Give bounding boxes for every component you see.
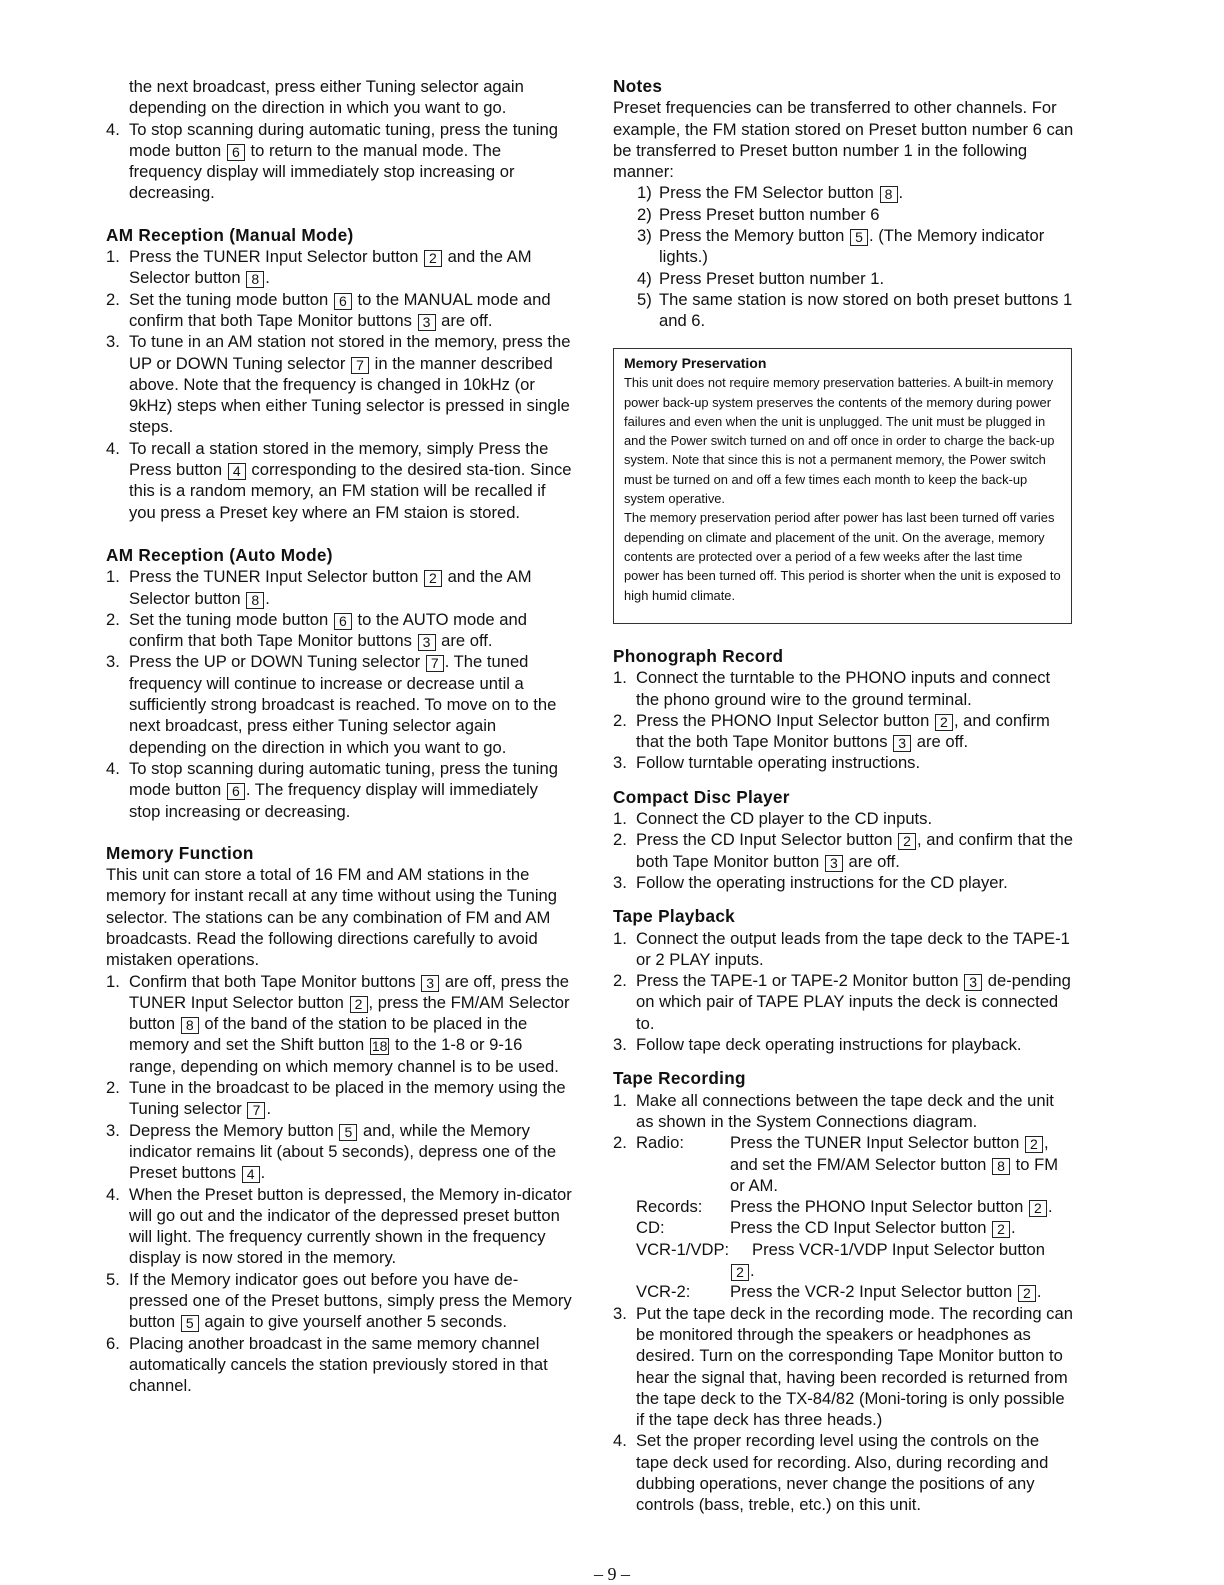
list-item: 4. To stop scanning during automatic tuning, press the tuning mode button 6 to return to the manual mode. The frequency display will immediately stop increasing or decreasing. xyxy=(106,119,558,203)
button-ref-3: 3 xyxy=(421,975,439,992)
box-paragraph: This unit does not require memory preservation batteries. A built-in memory power back-up system preserves the contents of the memory during power failures and even when the unit is unplugged. The unit must be plugged in and the Power switch turned on and off once in order to charge the back-up system. Note that since this is not a permanent memory, the Power switch must be turned on and off a few times each month to keep the back-up system operative. xyxy=(624,375,1055,507)
button-ref-3: 3 xyxy=(825,855,843,872)
button-ref-7: 7 xyxy=(426,655,444,672)
list-item: 1. Press the TUNER Input Selector button 2 and the AM Selector button 8 . xyxy=(106,247,532,288)
list-item: 1. Connect the CD player to the CD inputs. xyxy=(613,809,933,829)
box-paragraph: The memory preservation period after power has last been turned off varies depending on climate and placement of the unit. On the average, memory contents are protected over a period of a few weeks after the last time power has been turned off. This period is shorter when the unit is exposed to high humid climate. xyxy=(624,510,1061,603)
list-item: 1. Connect the turntable to the PHONO inputs and connect the phono ground wire to the ground terminal. xyxy=(613,668,1051,709)
list-item: 4. To recall a station stored in the memory, simply Press the Press button 4 corresponding to the desired sta-tion. Since this is a random memory, an FM station will be recalled if you press a Preset key where an FM staion is stored. xyxy=(106,438,572,522)
button-ref-2: 2 xyxy=(424,570,442,587)
button-ref-3: 3 xyxy=(964,974,982,991)
list-item: 1) Press the FM Selector button 8 . xyxy=(637,183,904,203)
section-heading: Tape Playback xyxy=(613,906,736,927)
button-ref-6: 6 xyxy=(227,144,245,161)
right-column-top xyxy=(613,76,1075,332)
box-heading: Memory Preservation xyxy=(624,355,767,371)
list-item: 3. Put the tape deck in the recording mode. The recording can be monitored through the speakers or headphones as desired. Turn on the corresponding Tape Monitor button to hear the signal that, having been recorded is returned from the tape deck to the TX-84/82 (Moni-toring is only possible if the tape deck has three heads.) xyxy=(613,1303,1073,1430)
button-ref-7: 7 xyxy=(247,1102,265,1119)
button-ref-2: 2 xyxy=(424,250,442,267)
list-item: 2) Press Preset button number 6 xyxy=(637,204,880,224)
source-row-vcr1: VCR-1/VDP: Press VCR-1/VDP Input Selector button 2 . xyxy=(636,1239,1045,1281)
list-item: 2. Press the PHONO Input Selector button 2 , and confirm that the both Tape Monitor buttons 3 are off. xyxy=(613,710,1050,752)
left-column xyxy=(106,76,572,1397)
section-heading: AM Reception (Auto Mode) xyxy=(106,544,333,565)
list-item: 3. To tune in an AM station not stored in the memory, press the UP or DOWN Tuning selector 7 in the manner described above. Note that the frequency is changed in 10kHz (or 9kHz) steps when either Tuning selector is pressed in single steps. xyxy=(106,332,571,437)
list-item: 1. Press the TUNER Input Selector button 2 and the AM Selector button 8 . xyxy=(106,567,532,608)
notes-intro: Preset frequencies can be transferred to other channels. For example, the FM station stored on Preset button number 6 can be transferred to Preset button number 1 in the following manner: xyxy=(613,98,1074,182)
button-ref-8: 8 xyxy=(181,1017,199,1034)
list-item: 2. Press the TAPE-1 or TAPE-2 Monitor button 3 de-pending on which pair of TAPE PLAY inputs the deck is connected to. xyxy=(613,971,1071,1033)
section-heading: Phonograph Record xyxy=(613,646,784,666)
list-item: 3) Press the Memory button 5 . (The Memory indicator lights.) xyxy=(637,226,1045,267)
button-ref-3: 3 xyxy=(418,314,436,331)
button-ref-5: 5 xyxy=(850,229,868,246)
button-ref-6: 6 xyxy=(227,783,245,800)
button-ref-2: 2 xyxy=(898,833,916,850)
button-ref-2: 2 xyxy=(1025,1136,1043,1153)
source-row-vcr2: VCR-2: Press the VCR-2 Input Selector button 2 . xyxy=(636,1282,1042,1302)
list-item: 4. When the Preset button is depressed, the Memory in-dicator will go out and the indicator of the depressed preset button will light. The frequency currently shown in the frequency display is now stored in the memory. xyxy=(106,1184,572,1268)
button-ref-2: 2 xyxy=(992,1221,1010,1238)
button-ref-8: 8 xyxy=(246,592,264,609)
button-ref-2: 2 xyxy=(731,1264,749,1281)
list-item: 5. If the Memory indicator goes out before you have de-pressed one of the Preset buttons, simply press the Memory button 5 again to give yourself another 5 seconds. xyxy=(106,1269,572,1332)
button-ref-2: 2 xyxy=(935,714,953,731)
list-item: 3. Press the UP or DOWN Tuning selector 7 . The tuned frequency will continue to increase or decrease until a sufficiently strong broadcast is reached. To move on to the next broadcast, press either Tuning selector again depending on the direction in which you want to go. xyxy=(106,652,557,757)
section-intro: This unit can store a total of 16 FM and AM stations in the memory for instant recall at any time without using the Tuning selector. The stations can be any combination of FM and AM broadcasts. Read the following directions carefully to avoid mistaken operations. xyxy=(106,865,558,970)
button-ref-3: 3 xyxy=(893,735,911,752)
memory-preservation-box xyxy=(613,348,1072,624)
right-column-bottom xyxy=(613,646,1075,1516)
list-item: 3. Depress the Memory button 5 and, while the Memory indicator remains lit (about 5 seconds), depress one of the Preset buttons 4 . xyxy=(106,1120,557,1183)
list-item: 2. Tune in the broadcast to be placed in the memory using the Tuning selector 7 . xyxy=(106,1078,566,1119)
section-heading: Tape Recording xyxy=(613,1068,746,1089)
source-row-cd: CD: Press the CD Input Selector button 2 . xyxy=(636,1218,1016,1238)
section-heading: Memory Function xyxy=(106,842,254,863)
list-item: 2. Set the tuning mode button 6 to the MANUAL mode and confirm that both Tape Monitor buttons 3 are off. xyxy=(106,289,551,330)
list-item xyxy=(106,76,572,119)
section-heading: AM Reception (Manual Mode) xyxy=(106,224,354,245)
section-phono xyxy=(613,646,1075,774)
button-ref-5: 5 xyxy=(339,1124,357,1141)
section-heading: Compact Disc Player xyxy=(613,786,790,807)
section-am-manual xyxy=(106,225,572,523)
button-ref-18: 18 xyxy=(371,1038,388,1055)
section-tape-playback xyxy=(613,906,1075,1055)
list-item: 3. Follow the operating instructions for the CD player. xyxy=(613,872,1008,892)
list-item: 2. Set the tuning mode button 6 to the AUTO mode and confirm that both Tape Monitor buttons 3 are off. xyxy=(106,609,527,651)
list-item: 1. Confirm that both Tape Monitor buttons 3 are off, press the TUNER Input Selector button 2 , press the FM/AM Selector button 8 of the band of the station to be placed in the memory and set the Shift button 18 to the 1-8 or 9-16 range, depending on which memory channel is to be used. xyxy=(106,971,570,1076)
button-ref-2: 2 xyxy=(350,996,368,1013)
button-ref-4: 4 xyxy=(242,1166,260,1183)
button-ref-2: 2 xyxy=(1029,1200,1047,1217)
button-ref-5: 5 xyxy=(181,1315,199,1332)
continued-text: the next broadcast, press either Tuning selector again depending on the direction in which you want to go. xyxy=(129,77,524,118)
list-item: 4. Set the proper recording level using the controls on the tape deck used for recording. Also, during recording and dubbing operations, never change the positions of any controls (bass, treble, etc.) on this unit. xyxy=(613,1431,1049,1515)
list-item: 5) The same station is now stored on both preset buttons 1 and 6. xyxy=(637,289,1073,331)
button-ref-6: 6 xyxy=(334,613,352,630)
list-item: 6. Placing another broadcast in the same memory channel automatically cancels the station previously stored in that channel. xyxy=(106,1333,548,1396)
section-memory-function xyxy=(106,843,572,1397)
list-item: 3. Follow tape deck operating instructions for playback. xyxy=(613,1035,1022,1055)
source-row-records: Records: Press the PHONO Input Selector button 2 . xyxy=(636,1197,1053,1217)
list-item: 1. Connect the output leads from the tape deck to the TAPE-1 or 2 PLAY inputs. xyxy=(613,928,1070,969)
button-ref-4: 4 xyxy=(228,463,246,480)
list-item: 2. Press the CD Input Selector button 2 , and confirm that the both Tape Monitor button 3 are off. xyxy=(613,830,1073,871)
list-item: 1. Make all connections between the tape deck and the unit as shown in the System Connections diagram. xyxy=(613,1090,1054,1131)
section-heading: Notes xyxy=(613,76,663,96)
button-ref-8: 8 xyxy=(992,1158,1010,1175)
list-item: 3. Follow turntable operating instructions. xyxy=(613,753,921,773)
page-number: – 9 – xyxy=(594,1564,630,1584)
list-item: 4) Press Preset button number 1. xyxy=(637,268,885,288)
list-item: 2. Radio: Press the TUNER Input Selector button 2 , and set the FM/AM Selector button 8 to FM or AM. Records: Press the PHONO Input Selector button 2 . CD: Press the CD Input Selector button 2 . VCR-1/VDP: Press VCR-1/VDP Input Selector button 2 . VCR-2: Press the VCR-2 Input Selector button 2 . xyxy=(613,1132,1075,1302)
source-row-radio: Radio: Press the TUNER Input Selector button 2 , and set the FM/AM Selector button 8 to FM or AM. xyxy=(636,1133,1059,1195)
list-item: 4. To stop scanning during automatic tuning, press the tuning mode button 6 . The frequency display will immediately stop increasing or decreasing. xyxy=(106,758,558,821)
section-am-auto xyxy=(106,545,572,822)
button-ref-6: 6 xyxy=(334,293,352,310)
section-tape-recording xyxy=(613,1068,1075,1515)
button-ref-2: 2 xyxy=(1018,1285,1036,1302)
button-ref-7: 7 xyxy=(351,357,369,374)
button-ref-3: 3 xyxy=(418,634,436,651)
section-cd xyxy=(613,787,1075,893)
button-ref-8: 8 xyxy=(880,186,898,203)
button-ref-8: 8 xyxy=(246,271,264,288)
